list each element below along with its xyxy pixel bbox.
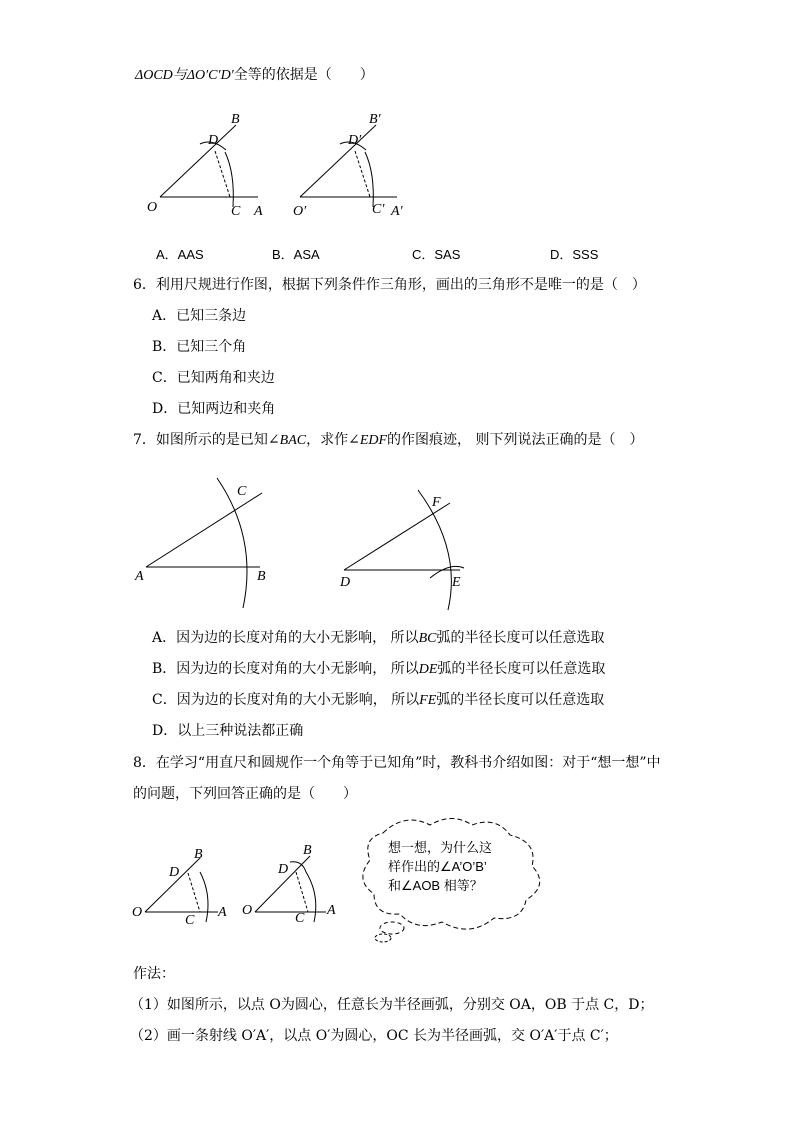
- label-o-right: O′: [293, 204, 307, 219]
- arc-cd-left: [200, 872, 208, 922]
- q7-option-b-suffix: 弧的半径长度可以任意选取: [437, 661, 606, 677]
- q5-option-b[interactable]: B．ASA: [272, 247, 320, 262]
- label-b-right: B: [303, 843, 312, 858]
- q7-option-c-arc: FE: [419, 693, 437, 708]
- label-d-left: D: [208, 133, 219, 148]
- q7-angle-edf: ∠EDF: [348, 433, 388, 448]
- method-step-1: （1）如图所示，以点 O为圆心，任意长为半径画弧，分别交 OA，OB 于点 C，D；: [130, 997, 654, 1013]
- label-c-right: C: [295, 911, 305, 926]
- label-a-left: A: [254, 204, 263, 219]
- label-o-right: O: [242, 903, 253, 918]
- ray-ob-right: [300, 125, 376, 197]
- q6-option-c[interactable]: C．已知两角和夹边: [152, 370, 275, 386]
- segment-cd-left: [188, 873, 200, 912]
- label-b: B: [257, 569, 266, 584]
- q5-option-d[interactable]: D．SSS: [550, 247, 599, 262]
- bubble-line-1: 想一想，为什么这: [388, 840, 493, 855]
- label-a-right: A: [327, 903, 336, 918]
- arc-cd-right: [365, 152, 373, 207]
- label-d: D: [340, 575, 351, 590]
- q6-option-d[interactable]: D．已知两边和夹角: [152, 401, 276, 417]
- label-d-right: D′: [348, 133, 362, 148]
- label-c: C: [237, 484, 247, 499]
- bubble-line-3: 和∠AOB 相等？: [388, 878, 483, 893]
- thought-bubble-tail-1: [380, 922, 404, 934]
- q7-option-c-prefix: C．因为边的长度对角的大小无影响， 所以: [152, 692, 420, 708]
- label-d-right: D: [278, 862, 289, 877]
- question-intro-text: 全等的依据是（ ）: [233, 67, 374, 83]
- q7-option-b-prefix: B．因为边的长度对角的大小无影响， 所以: [152, 661, 419, 677]
- q7-stem-part2: ，求作: [306, 432, 349, 448]
- q7-option-d[interactable]: D．以上三种说法都正确: [152, 723, 304, 739]
- label-e: E: [452, 575, 461, 590]
- question-intro: [135, 66, 374, 85]
- method-title: 作法：: [133, 966, 175, 982]
- q7-option-c[interactable]: [152, 691, 604, 710]
- ray-ac: [146, 493, 262, 567]
- q7-option-b[interactable]: [152, 660, 605, 679]
- label-b-right: B′: [369, 112, 381, 127]
- label-f: F: [432, 495, 441, 510]
- segment-cd-right: [296, 872, 308, 912]
- q5-option-c[interactable]: C．SAS: [412, 247, 461, 262]
- q7-angle-bac: ∠BAC: [267, 433, 307, 448]
- label-c-left: C: [185, 913, 195, 928]
- q7-stem-part3: 的作图痕迹， 则下列说法正确的是（ ）: [387, 432, 644, 448]
- q8-stem-line1: 8．在学习“用直尺和圆规作一个角等于已知角”时，教科书介绍如图：对于“想一想”中: [133, 755, 661, 771]
- method-step-2: （2）画一条射线 O′A′，以点 O′为圆心，OC 长为半径画弧，交 O′A′于点 C′；: [130, 1028, 618, 1044]
- q6-option-a[interactable]: A．已知三条边: [152, 308, 247, 324]
- q7-option-a-prefix: A．因为边的长度对角的大小无影响， 所以: [152, 630, 419, 646]
- q7-stem-part1: 7．如图所示的是已知: [133, 432, 268, 448]
- q7-option-b-arc: DE: [418, 662, 438, 677]
- ray-df: [344, 503, 450, 570]
- figure-angle-copy-1: [140, 108, 420, 223]
- q5-option-a[interactable]: A．AAS: [156, 247, 204, 262]
- q7-option-c-suffix: 弧的半径长度可以任意选取: [436, 692, 605, 708]
- q6-option-b[interactable]: B．已知三个角: [152, 339, 247, 355]
- q7-option-a-suffix: 弧的半径长度可以任意选取: [436, 630, 605, 646]
- figure-angle-copy-3: [130, 810, 570, 950]
- label-b-left: B: [231, 112, 240, 127]
- label-a-left: A: [218, 905, 227, 920]
- thought-bubble-tail-2: [375, 934, 391, 942]
- label-d-left: D: [169, 865, 180, 880]
- label-c-left: C: [231, 204, 241, 219]
- label-o-left: O: [147, 200, 158, 215]
- q8-stem-line2: 的问题，下列回答正确的是（ ）: [133, 786, 357, 802]
- ray-ob-left: [160, 125, 236, 197]
- bubble-line-2: 样作出的∠A’O’B’: [388, 859, 487, 874]
- label-b-left: B: [194, 847, 203, 862]
- arc-cd-left: [225, 152, 233, 207]
- q7-option-a[interactable]: [152, 629, 604, 648]
- q7-stem: [133, 431, 644, 450]
- q7-option-a-arc: BC: [418, 631, 437, 646]
- triangle-congruence-label: ΔOCD与ΔO′C′D′: [135, 68, 234, 83]
- label-a: A: [135, 569, 144, 584]
- label-o-left: O: [132, 905, 143, 920]
- q6-stem: 6．利用尺规进行作图，根据下列条件作三角形，画出的三角形不是唯一的是（ ）: [133, 277, 646, 293]
- figure-angle-copy-2: [130, 470, 480, 620]
- label-c-right: C′: [372, 202, 385, 217]
- label-a-right: A′: [391, 204, 403, 219]
